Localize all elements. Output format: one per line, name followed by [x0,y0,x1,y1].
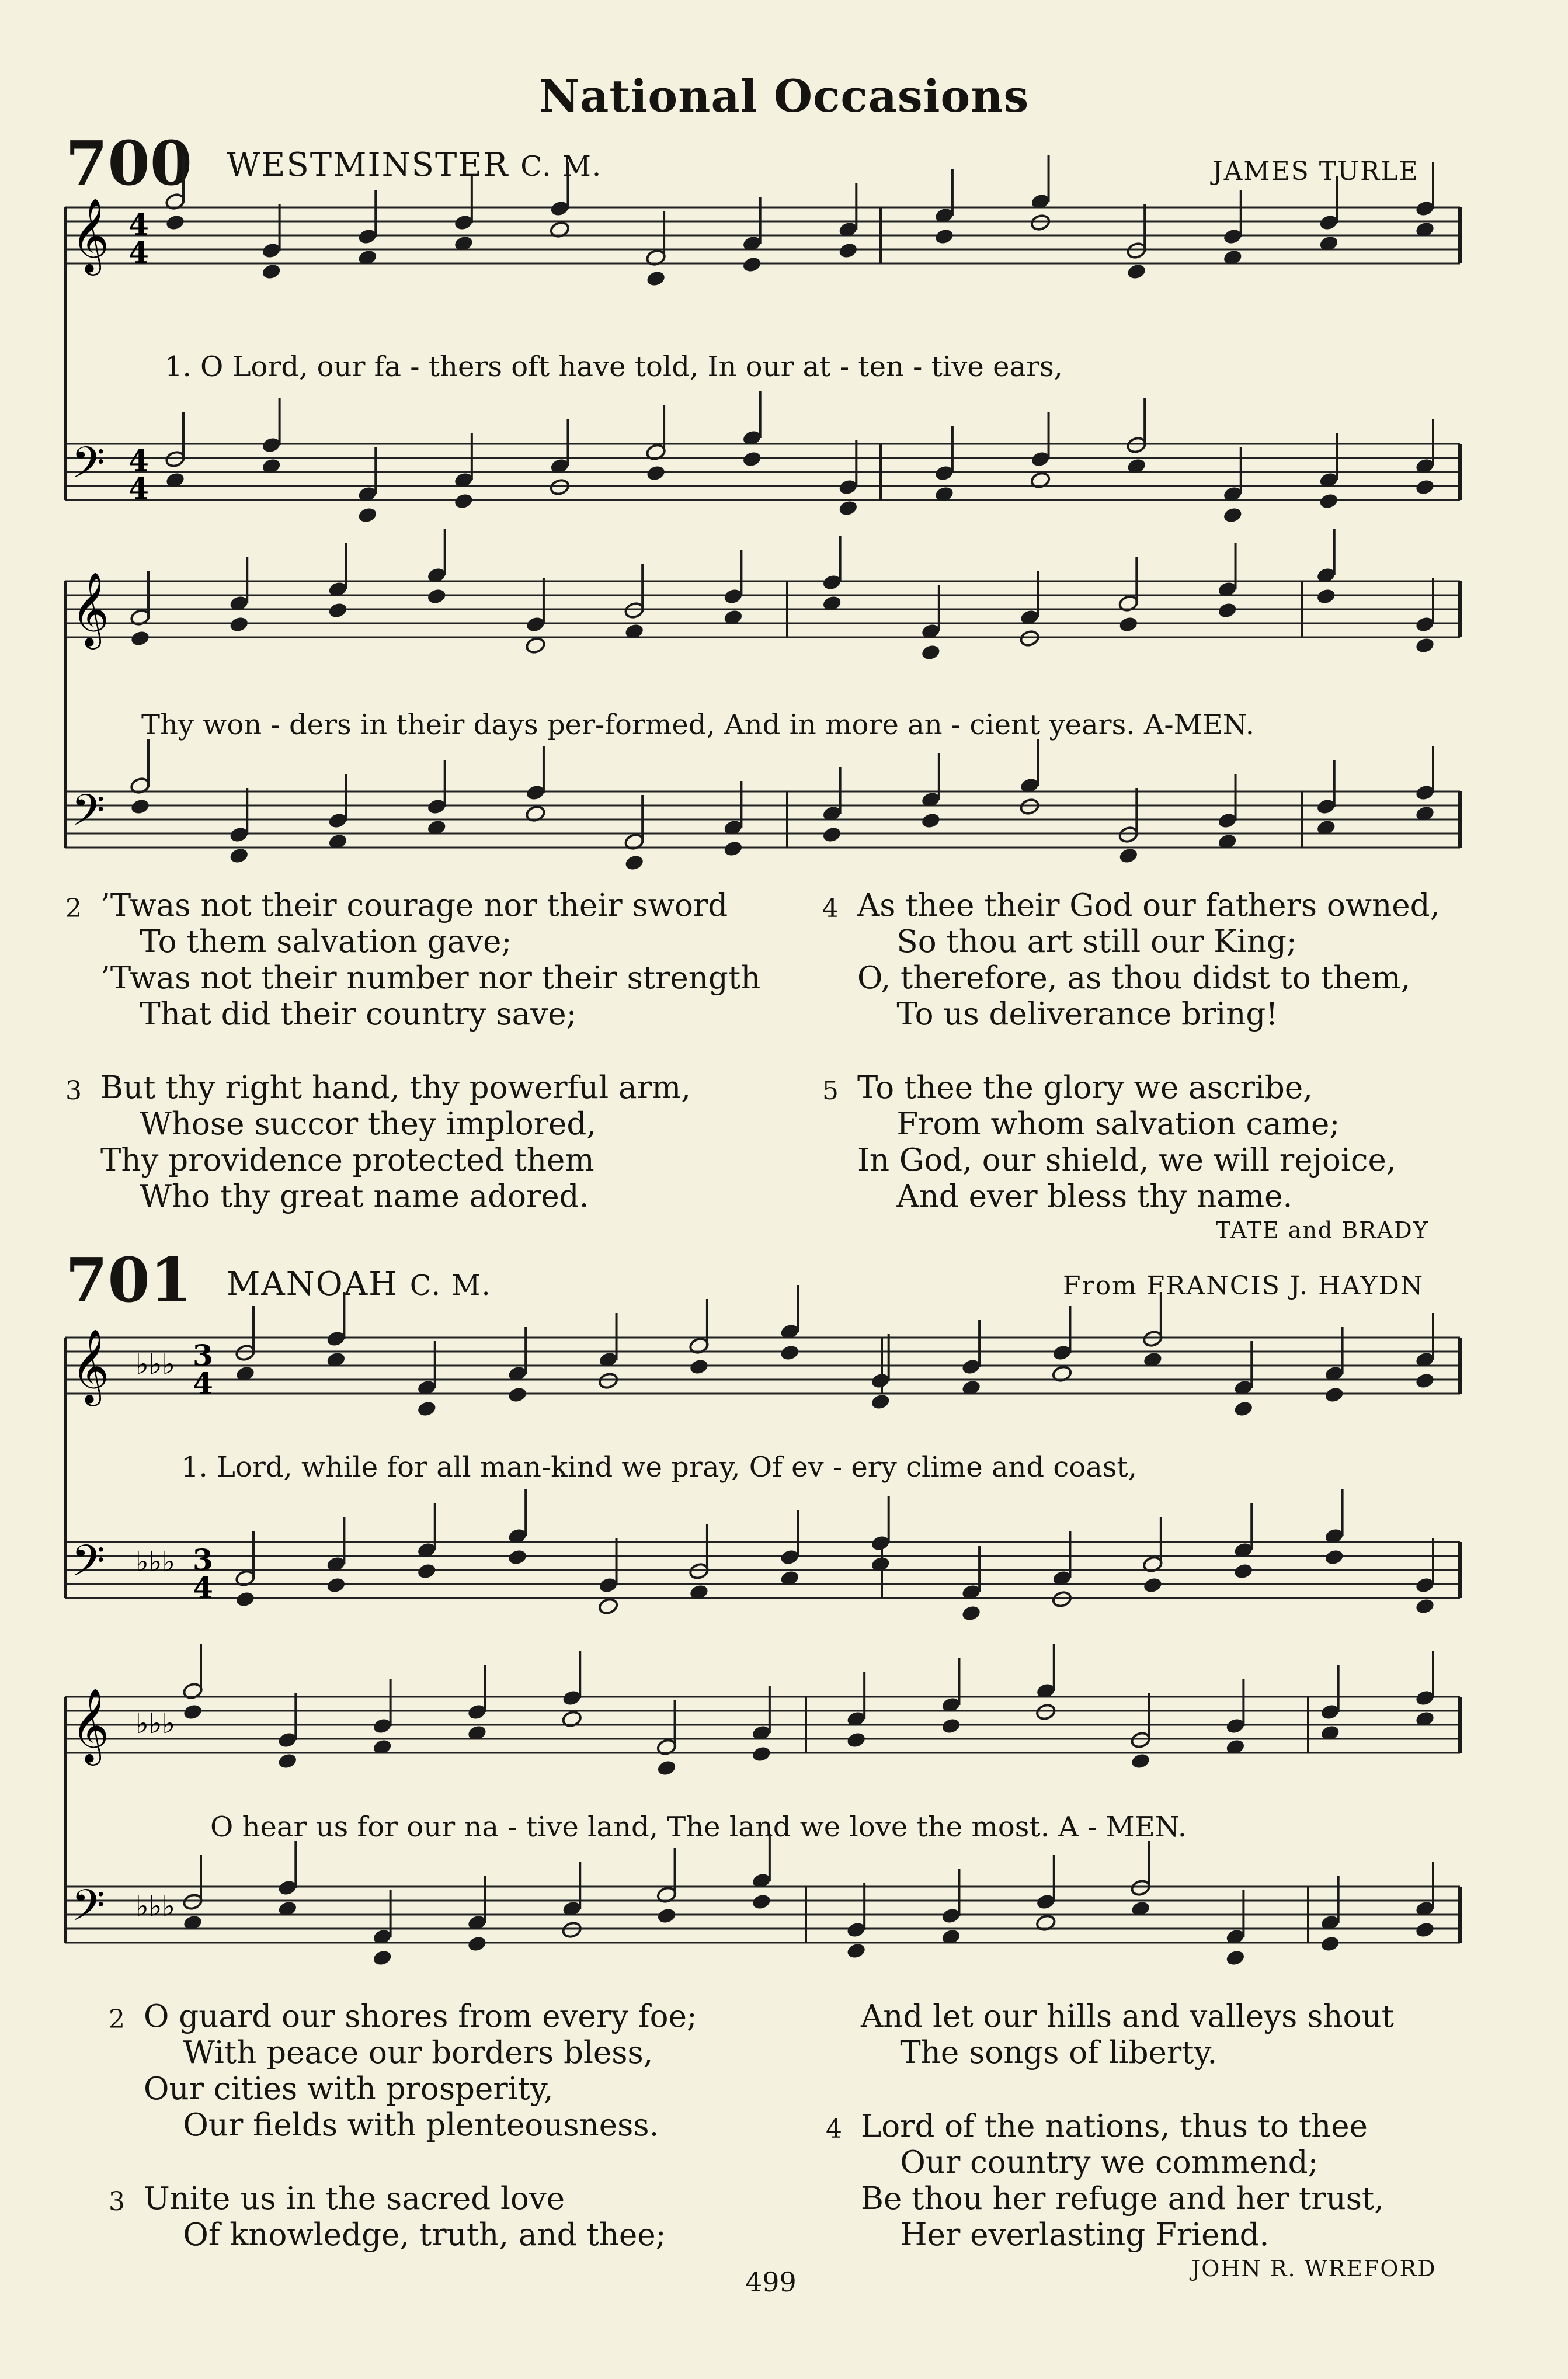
note-head [920,644,941,662]
note-head [507,1386,528,1404]
stanza-number: 5 [822,1076,839,1106]
note-head [261,263,282,281]
note-head [1225,1949,1246,1967]
svg-text:3: 3 [193,1338,213,1373]
note-head [1035,1703,1056,1721]
note-head [357,506,378,525]
note-head [742,256,763,274]
note-head [742,450,763,468]
note-head [130,630,151,648]
svg-text:𝄞: 𝄞 [71,1687,110,1762]
note-head [1019,798,1040,816]
note-head [507,1548,528,1567]
note-head [598,1372,619,1390]
note-head [723,840,744,858]
stanza-number: 3 [65,1076,82,1106]
note-head [165,214,186,232]
lyric-line: O hear us for our na - tive land, The land we love the most. A - MEN. [210,1811,1187,1843]
note-head [1319,492,1340,510]
note-head [837,242,858,260]
stanza-number: 2 [109,2005,125,2034]
note-head [1414,1372,1435,1390]
note-head [561,1921,582,1939]
note-head [837,499,858,518]
svg-text:𝄞: 𝄞 [71,197,110,272]
note-head [1052,1590,1073,1609]
note-head [1414,1597,1435,1616]
svg-text:♭♭♭: ♭♭♭ [135,1707,175,1740]
svg-text:𝄢: 𝄢 [71,1536,105,1597]
tune-title: MANOAH [227,1265,398,1303]
note-head [416,1400,437,1418]
note-head [822,826,843,844]
composer: JAMES TURLE [1212,157,1419,186]
tune-name [227,1265,492,1303]
stanza-text: ’Twas not their courage nor their sword To them salvation gave; ’Twas not their number nor their strength That did their country save; [100,888,761,1032]
note-head [1030,214,1051,232]
svg-text:♭♭♭: ♭♭♭ [135,1546,175,1578]
staff-bass-700-2 [65,791,1460,848]
stanza-number: 4 [826,2114,842,2144]
lyric-line: 1. Lord, while for all man-kind we pray, Of ev - ery clime and coast, [181,1451,1137,1484]
note-head [1222,506,1243,525]
note-head [689,1358,710,1376]
note-head [1142,1576,1163,1595]
lyric-line: 1. O Lord, our fa - thers oft have told, In our at - ten - tive ears, [165,350,1063,383]
note-head [645,464,666,482]
note-head [1324,1548,1345,1567]
note-head [416,1562,437,1581]
note-head [645,270,666,288]
svg-text:𝄢: 𝄢 [71,785,105,846]
stanza-text: Unite us in the sacred love Of knowledge, truth, and thee; [144,2181,666,2253]
stanza-text: Lord of the nations, thus to thee Our country we commend; Be thou her refuge and her trust, Her everlasting Friend. [861,2109,1385,2253]
note-head [656,1759,677,1777]
staff-bass-701-2 [65,1887,1460,1943]
note-head [1233,1400,1254,1418]
note-head [1118,616,1139,634]
note-head [525,637,546,655]
note-head [598,1597,619,1616]
note-head [467,1935,488,1953]
svg-text:𝄢: 𝄢 [71,1880,105,1942]
svg-text:𝄞: 𝄞 [71,571,110,646]
note-head [751,1745,772,1763]
note-head [550,478,571,496]
staff-treble-700-2 [65,581,1460,637]
note-head [328,602,349,620]
svg-text:4: 4 [193,1571,213,1605]
note-head [228,616,249,634]
stanza-number: 3 [109,2187,125,2217]
page-number: 499 [745,2266,797,2298]
author-credit: TATE and BRADY [1216,1217,1429,1243]
note-head [1320,1935,1341,1953]
svg-text:4: 4 [128,443,149,478]
note-head [1414,637,1435,655]
note-head [1316,588,1337,606]
svg-text:3: 3 [193,1543,213,1577]
note-head [228,847,249,865]
stanza-text: O guard our shores from every foe; With peace our borders bless, Our cities with prosperity, Our fields with plenteousness. [144,1999,697,2143]
svg-text:𝄢: 𝄢 [71,437,105,499]
note-head [277,1752,298,1770]
note-head [961,1604,982,1623]
tune-title: WESTMINSTER [227,146,509,184]
note-head [1324,1386,1345,1404]
note-head [426,588,447,606]
svg-text:4: 4 [128,471,149,506]
note-heads [130,155,1435,1967]
hymn-number: 701 [65,1244,193,1316]
composer: From FRANCIS J. HAYDN [1063,1271,1424,1301]
svg-text:4: 4 [128,235,149,270]
stanza-number: 2 [65,894,82,923]
lyric-line: Thy won - ders in their days per-formed, And in more an - cient years. A-MEN. [141,709,1254,741]
note-head [1126,263,1147,281]
note-head [779,1344,800,1362]
note-head [182,1703,203,1721]
note-head [372,1949,393,1967]
note-head [751,1893,772,1911]
svg-text:♭♭♭: ♭♭♭ [135,1890,175,1923]
author-credit: JOHN R. WREFORD [1191,2256,1437,2281]
note-head [1019,630,1040,648]
note-head [934,228,955,246]
note-head [130,798,151,816]
note-head [656,1907,677,1925]
meter: C. M. [409,1269,492,1302]
svg-text:4: 4 [193,1366,213,1401]
staff-bass-700-1 [65,444,1460,500]
meter: C. M. [520,150,603,183]
note-head [235,1590,256,1609]
note-head [920,812,941,830]
section-title: National Occasions [538,70,1030,122]
note-head [1414,1921,1435,1939]
note-head [1233,1562,1254,1581]
stanza-text: But thy right hand, thy powerful arm, Whose succor they implored, Thy providence protected them Who thy great name adored. [100,1070,691,1214]
stanza-text: To thee the glory we ascribe, From whom salvation came; In God, our shield, we will rejoice, And ever bless thy name. [857,1070,1396,1214]
svg-text:4: 4 [128,207,149,242]
note-head [846,1731,867,1749]
staff-treble-701-2 [65,1697,1460,1753]
note-head [1130,1752,1151,1770]
note-head [1414,478,1435,496]
note-head [1118,847,1139,865]
stanza-number: 4 [822,894,839,923]
stanza-text: And let our hills and valleys shout The songs of liberty. [861,1999,1394,2071]
note-head [1217,602,1238,620]
note-head [846,1942,867,1960]
note-head [624,854,645,872]
hymn-number: 700 [65,127,193,199]
note-head [453,492,474,510]
note-head [870,1393,891,1411]
stanza-text: As thee their God our fathers owned, So thou art still our King; O, therefore, as thou didst to them, To us deliverance bring! [857,888,1440,1032]
note-head [326,1576,347,1595]
note-head [941,1717,962,1735]
svg-text:♭♭♭: ♭♭♭ [135,1348,175,1381]
svg-text:𝄞: 𝄞 [71,1328,110,1403]
